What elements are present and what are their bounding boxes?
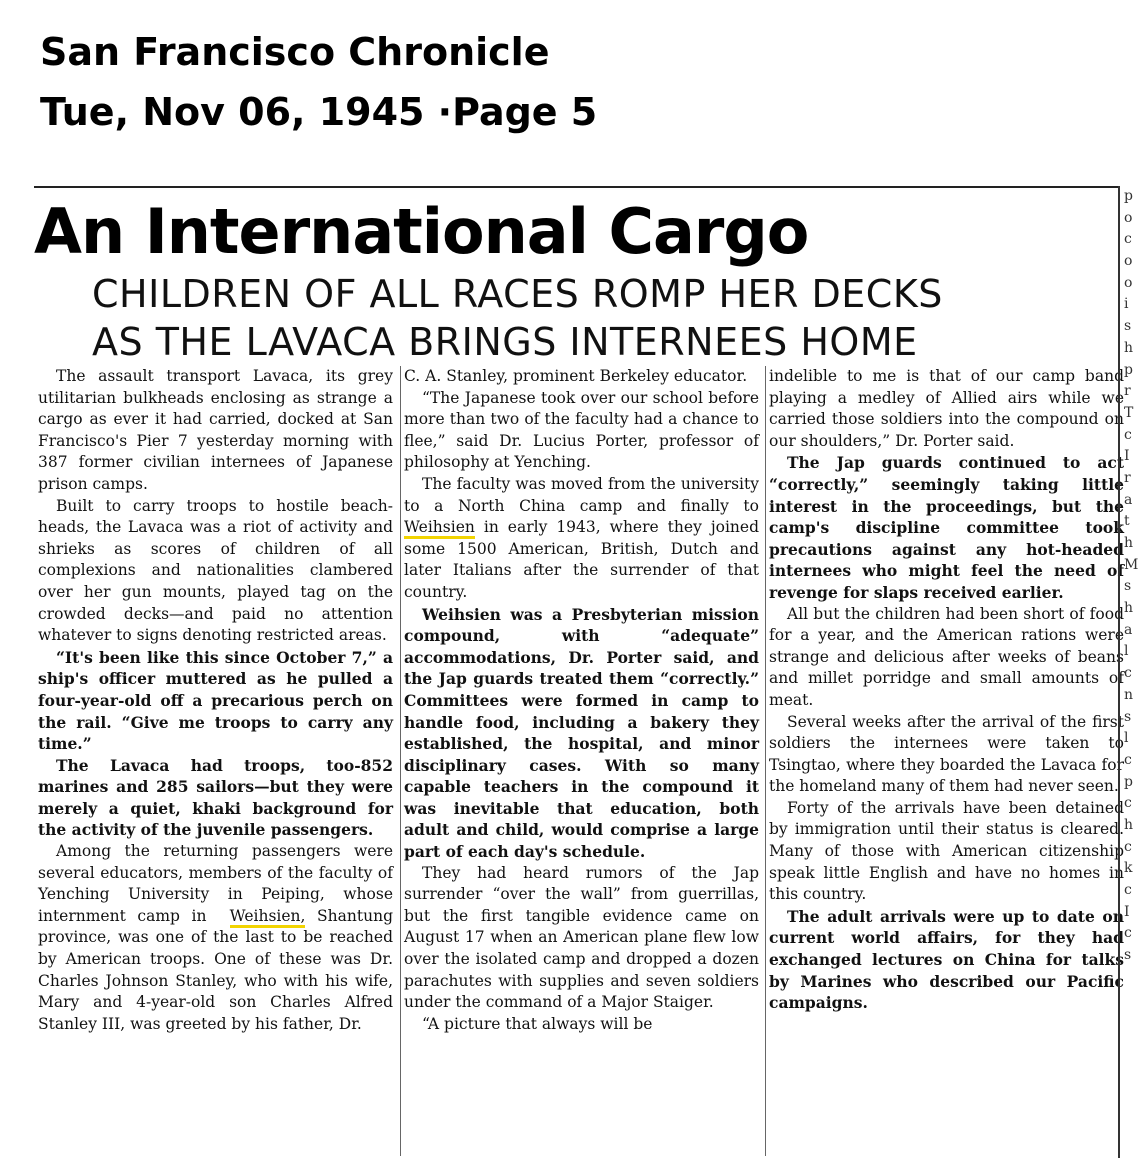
- fragment-letter: l: [1124, 730, 1129, 747]
- deck-line-2: AS THE LAVACA BRINGS INTERNEES HOME: [92, 320, 918, 364]
- text-run: Shantung province, was one of the last to be reached by American troops. One of these was Dr. Charles Johnson Stanley, who with his wife, Mary and 4-year-old son Charles Alfred Stanley III, was greeted by his father, Dr.: [38, 906, 393, 1033]
- paragraph: The Lavaca had troops, too-852 marines and 285 sailors—but they were merely a quiet, khaki background for the activity of the juvenile passengers.: [38, 755, 393, 840]
- fragment-letter: s: [1124, 318, 1132, 335]
- article-column-3: [765, 366, 1124, 1156]
- fragment-letter: c: [1124, 231, 1132, 248]
- fragment-letter: k: [1124, 860, 1133, 877]
- paragraph: Built to carry troops to hostile beach-heads, the Lavaca was a riot of activity and shrieks as scores of children of all complexions and nationalities clambered over her gun mounts, played tag on the crowded decks—and paid no attention whatever to signs denoting restricted areas.: [38, 496, 393, 645]
- paragraph: [38, 841, 393, 1035]
- fragment-letter: i: [1124, 296, 1129, 313]
- fragment-letter: c: [1124, 426, 1132, 443]
- fragment-letter: o: [1124, 209, 1133, 226]
- paragraph: The adult arrivals were up to date on current world affairs, for they had exchanged lectures on China for talks by Marines who described our Pacific campaigns.: [769, 906, 1124, 1013]
- newspaper-clipping: [34, 186, 1124, 1160]
- fragment-letter: s: [1124, 578, 1132, 595]
- paragraph: “A picture that always will be: [422, 1014, 653, 1033]
- article-headline: An International Cargo: [34, 195, 809, 268]
- fragment-letter: c: [1124, 882, 1132, 898]
- highlighted-place-name: Weihsien: [404, 518, 475, 539]
- fragment-letter: h: [1124, 816, 1134, 833]
- paragraph: indelible to me is that of our camp band playing a medley of Allied airs while we carried those soldiers into the compound on our shoulders,” Dr. Porter said.: [769, 367, 1124, 450]
- paragraph: C. A. Stanley, prominent Berkeley educator.: [404, 367, 748, 385]
- article-column-1: [38, 366, 393, 1156]
- article-deck: [92, 270, 943, 366]
- fragment-letter: h: [1124, 339, 1134, 356]
- fragment-letter: o: [1124, 274, 1133, 291]
- fragment-letter: p: [1124, 773, 1133, 790]
- fragment-letter: s: [1124, 947, 1132, 964]
- issue-date-page: Tue, Nov 06, 1945 ·Page 5: [40, 90, 598, 134]
- fragment-letter: p: [1124, 361, 1133, 378]
- fragment-letter: r: [1124, 383, 1131, 400]
- newspaper-name: San Francisco Chronicle: [40, 30, 550, 74]
- paragraph: “It's been like this since October 7,” a ship's officer muttered as he pulled a four-year-old off a precarious perch on the rail. “Give me troops to carry any time.”: [38, 647, 393, 754]
- text-run: Among the returning passengers were several educators, members of the faculty of Yenching University in Peiping, whose internment camp in: [38, 842, 393, 925]
- fragment-letter: h: [1124, 600, 1134, 617]
- fragment-letter: I: [1124, 448, 1130, 465]
- fragment-letter: a: [1124, 621, 1133, 638]
- fragment-letter: h: [1124, 535, 1134, 551]
- fragment-letter: c: [1124, 665, 1132, 682]
- fragment-letter: t: [1124, 513, 1130, 530]
- paragraph: Forty of the arrivals have been detained by immigration until their status is cleared. Many of those with American citizenship speak little English and have no homes in this country.: [769, 798, 1124, 904]
- text-run: The faculty was moved from the university to a North China camp and finally to: [404, 474, 759, 515]
- paragraph: “The Japanese took over our school before more than two of the faculty had a chance to flee,” said Dr. Lucius Porter, professor of philosophy at Yenching.: [404, 388, 759, 472]
- fragment-letter: T: [1124, 404, 1134, 421]
- fragment-letter: l: [1124, 643, 1129, 660]
- paragraph: Weihsien was a Presbyterian mission compound, with “adequate” accommodations, Dr. Porter said, and the Jap guards treated them “correctly.” Committees were formed in camp to handle food, including a bakery they established, the hospital, and minor disciplinary cases. With so many capable teachers in the compound it was inevitable that education, both adult and child, would comprise a large part of each day's schedule.: [404, 604, 759, 862]
- fragment-letter: I: [1124, 903, 1130, 920]
- fragment-letter: c: [1124, 795, 1132, 812]
- fragment-letter: r: [1124, 469, 1131, 486]
- fragment-letter: M: [1124, 556, 1138, 573]
- fragment-letter: n: [1124, 686, 1134, 703]
- paragraph: Several weeks after the arrival of the first soldiers the internees were taken to Tsingtao, where they boarded the Lavaca for the homeland many of them had never seen.: [769, 712, 1124, 796]
- source-caption: [40, 22, 597, 142]
- deck-line-1: CHILDREN OF ALL RACES ROMP HER DECKS: [92, 272, 943, 316]
- article-column-2: [400, 366, 759, 1156]
- adjacent-column-fragment: [1118, 186, 1136, 1158]
- fragment-letter: p: [1124, 188, 1133, 204]
- paragraph: They had heard rumors of the Jap surrender “over the wall” from guerrillas, but the first tangible evidence came on August 17 when an American plane flew low over the isolated camp and dropped a dozen parachutes with supplies and seven soldiers under the command of a Major Staiger.: [404, 863, 759, 1012]
- paragraph: All but the children had been short of food for a year, and the American rations were strange and delicious after weeks of beans and millet porridge and small amounts of meat.: [769, 604, 1124, 709]
- fragment-letter: c: [1124, 838, 1132, 855]
- paragraph: The assault transport Lavaca, its grey utilitarian bulkheads enclosing as strange a cargo as ever it had carried, docked at San Francisco's Pier 7 yesterday morning with 387 former civilian internees of Japanese prison camps.: [38, 367, 393, 493]
- fragment-letter: o: [1124, 253, 1133, 270]
- paragraph: [404, 474, 759, 604]
- fragment-letter: c: [1124, 925, 1132, 942]
- paragraph: The Jap guards continued to act “correctly,” seemingly taking little interest in the proceedings, but the camp's discipline committee took precautions against any hot-headed internees who might feel the need of revenge for slaps received earlier.: [769, 453, 1124, 602]
- text-run: in early 1943, where they joined some 1500 American, British, Dutch and later Italians after the surrender of that country.: [404, 518, 759, 601]
- highlighted-place-name: Weihsien,: [230, 907, 306, 928]
- fragment-letter: c: [1124, 751, 1132, 768]
- fragment-letter: a: [1124, 491, 1133, 508]
- fragment-letter: s: [1124, 708, 1132, 725]
